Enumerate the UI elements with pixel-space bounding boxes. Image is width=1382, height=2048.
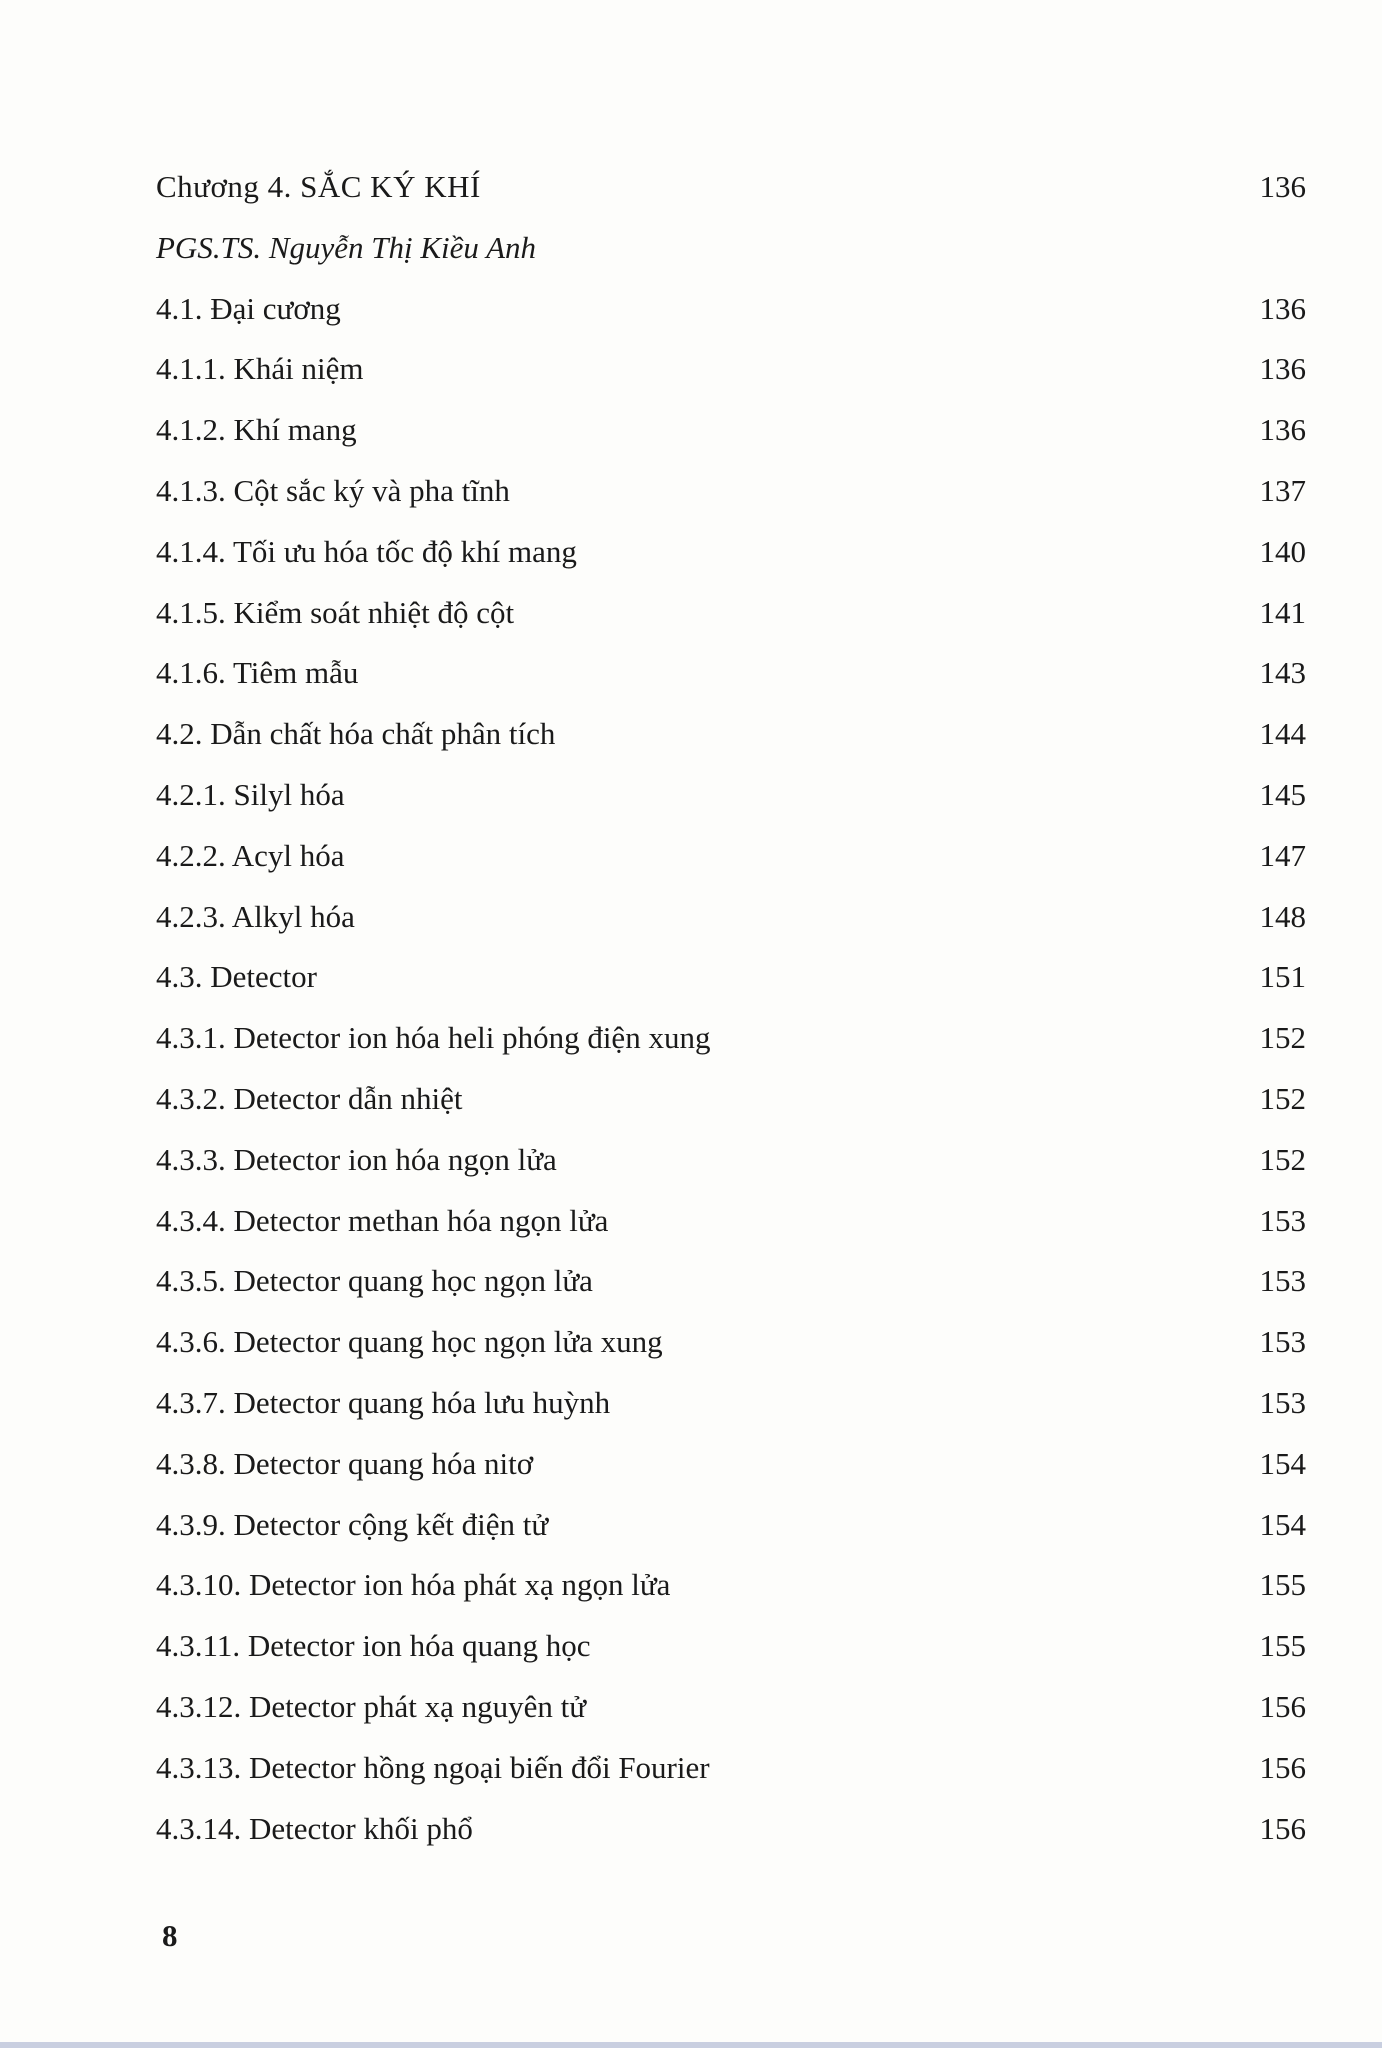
toc-entry-page: 156: [1259, 1688, 1306, 1724]
toc-entry-page: 140: [1259, 533, 1306, 569]
toc-entry-title: 4.1. Đại cương: [156, 290, 341, 326]
toc-entry-page: 155: [1259, 1567, 1306, 1603]
toc-entry-title: 4.2. Dẫn chất hóa chất phân tích: [156, 716, 556, 752]
toc-entry-title: 4.3.14. Detector khối phổ: [156, 1810, 473, 1846]
toc-entry-title: 4.2.2. Acyl hóa: [156, 837, 345, 873]
toc-entry-title: 4.3. Detector: [156, 959, 317, 995]
toc-entry-title: 4.3.12. Detector phát xạ nguyên tử: [156, 1688, 587, 1724]
table-of-contents: [156, 162, 1306, 1864]
toc-entry: [156, 1682, 1306, 1743]
toc-entry-title: 4.3.9. Detector cộng kết điện tử: [156, 1506, 549, 1542]
toc-entry: [156, 648, 1306, 709]
toc-entry-title: 4.3.13. Detector hồng ngoại biến đổi Fourier: [156, 1749, 710, 1785]
toc-entry-title: 4.2.1. Silyl hóa: [156, 776, 345, 812]
toc-entry: [156, 1804, 1306, 1865]
toc-entry-page: 151: [1259, 959, 1306, 995]
scan-edge: [0, 2042, 1382, 2048]
toc-entry-page: 154: [1259, 1506, 1306, 1542]
chapter-author: PGS.TS. Nguyễn Thị Kiều Anh: [156, 229, 537, 265]
chapter-page-number: 136: [1259, 169, 1306, 204]
toc-entry-page: 152: [1259, 1141, 1306, 1177]
toc-entry: [156, 1013, 1306, 1074]
toc-entry-title: 4.1.1. Khái niệm: [156, 351, 364, 387]
toc-author-row: [156, 223, 1306, 284]
toc-entry-page: 143: [1259, 655, 1306, 691]
toc-entry: [156, 344, 1306, 405]
toc-entry-title: 4.3.8. Detector quang hóa nitơ: [156, 1445, 534, 1481]
toc-entry-page: 136: [1259, 290, 1306, 326]
toc-entry-title: 4.3.4. Detector methan hóa ngọn lửa: [156, 1202, 609, 1238]
toc-entry-title: 4.3.5. Detector quang học ngọn lửa: [156, 1263, 593, 1299]
toc-entry: [156, 892, 1306, 953]
toc-entry: [156, 527, 1306, 588]
toc-entry: [156, 1074, 1306, 1135]
toc-entry: [156, 588, 1306, 649]
toc-entry: [156, 1621, 1306, 1682]
toc-entry: [156, 1256, 1306, 1317]
toc-entry-page: 141: [1259, 594, 1306, 630]
toc-entry: [156, 709, 1306, 770]
toc-entry: [156, 1196, 1306, 1257]
toc-entry-title: 4.2.3. Alkyl hóa: [156, 898, 355, 934]
toc-entry-page: 152: [1259, 1020, 1306, 1056]
toc-entry-page: 152: [1259, 1080, 1306, 1116]
toc-entry-title: 4.3.11. Detector ion hóa quang học: [156, 1628, 591, 1664]
toc-entry: [156, 1743, 1306, 1804]
toc-entry: [156, 284, 1306, 345]
toc-entry-title: 4.3.10. Detector ion hóa phát xạ ngọn lửa: [156, 1567, 671, 1603]
toc-entry-title: 4.3.2. Detector dẫn nhiệt: [156, 1080, 463, 1116]
toc-entry-title: 4.3.6. Detector quang học ngọn lửa xung: [156, 1324, 663, 1360]
toc-entry-page: 137: [1259, 472, 1306, 508]
toc-entry-title: 4.1.2. Khí mang: [156, 412, 357, 448]
toc-entry: [156, 770, 1306, 831]
toc-entry: [156, 1500, 1306, 1561]
toc-entry-page: 136: [1259, 351, 1306, 387]
toc-chapter-row: [156, 162, 1306, 223]
toc-entry-page: 136: [1259, 412, 1306, 448]
toc-entry: [156, 466, 1306, 527]
toc-entry-title: 4.3.3. Detector ion hóa ngọn lửa: [156, 1141, 557, 1177]
toc-entry: [156, 1378, 1306, 1439]
toc-entry: [156, 1317, 1306, 1378]
toc-entry-page: 144: [1259, 716, 1306, 752]
toc-entry-page: 153: [1259, 1263, 1306, 1299]
toc-entry-title: 4.1.5. Kiểm soát nhiệt độ cột: [156, 594, 515, 630]
toc-entry: [156, 1560, 1306, 1621]
toc-entry-list: [156, 284, 1306, 1865]
chapter-title: Chương 4. SẮC KÝ KHÍ: [156, 169, 481, 204]
toc-entry: [156, 405, 1306, 466]
toc-entry-title: 4.1.3. Cột sắc ký và pha tĩnh: [156, 472, 510, 508]
toc-entry-title: 4.1.6. Tiêm mẫu: [156, 655, 359, 691]
toc-entry: [156, 1135, 1306, 1196]
toc-entry: [156, 1439, 1306, 1500]
toc-entry-page: 145: [1259, 776, 1306, 812]
toc-entry-page: 148: [1259, 898, 1306, 934]
toc-entry-page: 154: [1259, 1445, 1306, 1481]
toc-entry-page: 156: [1259, 1749, 1306, 1785]
toc-entry-page: 153: [1259, 1202, 1306, 1238]
toc-entry-page: 153: [1259, 1384, 1306, 1420]
toc-entry-title: 4.3.1. Detector ion hóa heli phóng điện xung: [156, 1020, 711, 1056]
toc-entry: [156, 952, 1306, 1013]
toc-entry-page: 153: [1259, 1324, 1306, 1360]
toc-entry-page: 155: [1259, 1628, 1306, 1664]
page-number: 8: [162, 1918, 178, 1953]
toc-entry-page: 147: [1259, 837, 1306, 873]
toc-entry: [156, 831, 1306, 892]
toc-entry-title: 4.1.4. Tối ưu hóa tốc độ khí mang: [156, 533, 577, 569]
toc-entry-title: 4.3.7. Detector quang hóa lưu huỳnh: [156, 1384, 611, 1420]
toc-entry-page: 156: [1259, 1810, 1306, 1846]
